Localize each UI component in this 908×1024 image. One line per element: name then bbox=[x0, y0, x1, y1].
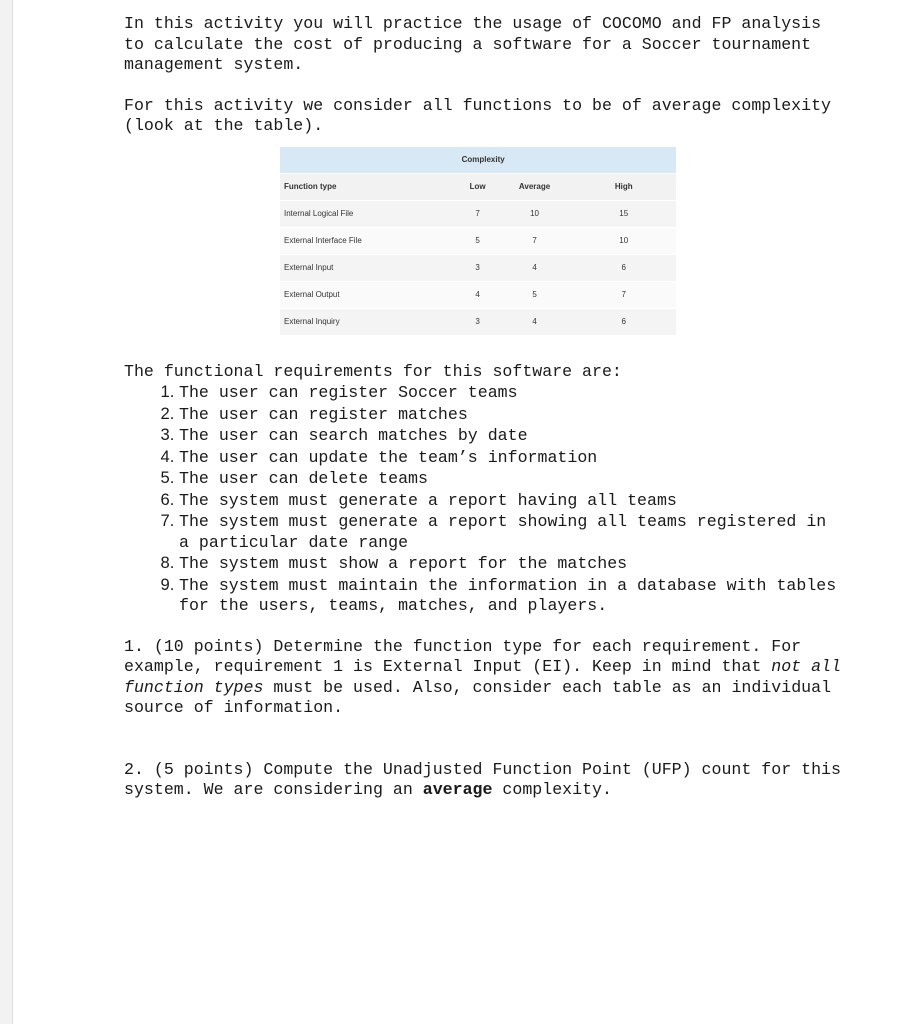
table-row bbox=[280, 254, 676, 281]
cell-low: 3 bbox=[458, 254, 498, 281]
complexity-table bbox=[280, 147, 676, 336]
cell-high: 7 bbox=[571, 281, 676, 308]
intro-paragraph-2: For this activity we consider all functions to be of average complexity (look at the table). bbox=[124, 95, 832, 135]
col-function-type: Function type bbox=[280, 173, 458, 200]
list-item: 4. The user can update the team’s information bbox=[179, 447, 844, 469]
complexity-header: Complexity bbox=[458, 147, 676, 174]
table-row bbox=[280, 281, 676, 308]
cell-type: Internal Logical File bbox=[280, 200, 458, 227]
left-margin-bar bbox=[0, 0, 13, 1024]
question-2-bold: average bbox=[422, 780, 493, 799]
table-row bbox=[280, 200, 676, 227]
question-2 bbox=[124, 760, 844, 801]
cell-type: External Output bbox=[280, 281, 458, 308]
question-2-text: 2. (5 points) Compute the Unadjusted Function Point (UFP) count for this system. We are considering an bbox=[124, 759, 841, 799]
cell-high: 6 bbox=[571, 308, 676, 335]
cell-type: External Interface File bbox=[280, 227, 458, 254]
list-item: 3. The user can search matches by date bbox=[179, 425, 844, 447]
cell-high: 6 bbox=[571, 254, 676, 281]
question-1 bbox=[124, 637, 844, 719]
list-item: 7. The system must generate a report showing all teams registered in a particular date range bbox=[179, 511, 844, 553]
table-header-row bbox=[280, 173, 676, 200]
table-row bbox=[280, 308, 676, 335]
cell-low: 7 bbox=[458, 200, 498, 227]
cell-average: 5 bbox=[498, 281, 572, 308]
requirements-intro: The functional requirements for this software are: bbox=[124, 361, 622, 381]
col-high: High bbox=[571, 173, 676, 200]
question-1-emphasis: not all function types bbox=[124, 657, 841, 697]
question-2-text-end: complexity. bbox=[492, 780, 612, 799]
list-item: 5. The user can delete teams bbox=[179, 468, 844, 490]
cell-type: External Input bbox=[280, 254, 458, 281]
cell-average: 4 bbox=[498, 308, 572, 335]
col-average: Average bbox=[498, 173, 572, 200]
document-body bbox=[124, 14, 844, 801]
question-1-text-end: must be used. Also, consider each table as an individual source of information. bbox=[124, 677, 832, 717]
requirements-list bbox=[124, 382, 844, 617]
list-item: 9. The system must maintain the information in a database with tables for the users, teams, matches, and players. bbox=[179, 575, 844, 617]
intro-paragraph-1: In this activity you will practice the usage of COCOMO and FP analysis to calculate the cost of producing a software for a Soccer tournament management system. bbox=[124, 14, 822, 74]
cell-low: 3 bbox=[458, 308, 498, 335]
table-row bbox=[280, 227, 676, 254]
question-1-text: 1. (10 points) Determine the function type for each requirement. For example, requirement 1 is External Input (EI). Keep in mind that bbox=[124, 636, 802, 676]
cell-average: 7 bbox=[498, 227, 572, 254]
cell-high: 10 bbox=[571, 227, 676, 254]
col-low: Low bbox=[458, 173, 498, 200]
cell-type: External Inquiry bbox=[280, 308, 458, 335]
cell-low: 5 bbox=[458, 227, 498, 254]
list-item: 1. The user can register Soccer teams bbox=[179, 382, 844, 404]
cell-average: 10 bbox=[498, 200, 572, 227]
list-item: 6. The system must generate a report having all teams bbox=[179, 490, 844, 512]
list-item: 2. The user can register matches bbox=[179, 404, 844, 426]
cell-low: 4 bbox=[458, 281, 498, 308]
cell-average: 4 bbox=[498, 254, 572, 281]
list-item: 8. The system must show a report for the matches bbox=[179, 553, 844, 575]
cell-high: 15 bbox=[571, 200, 676, 227]
